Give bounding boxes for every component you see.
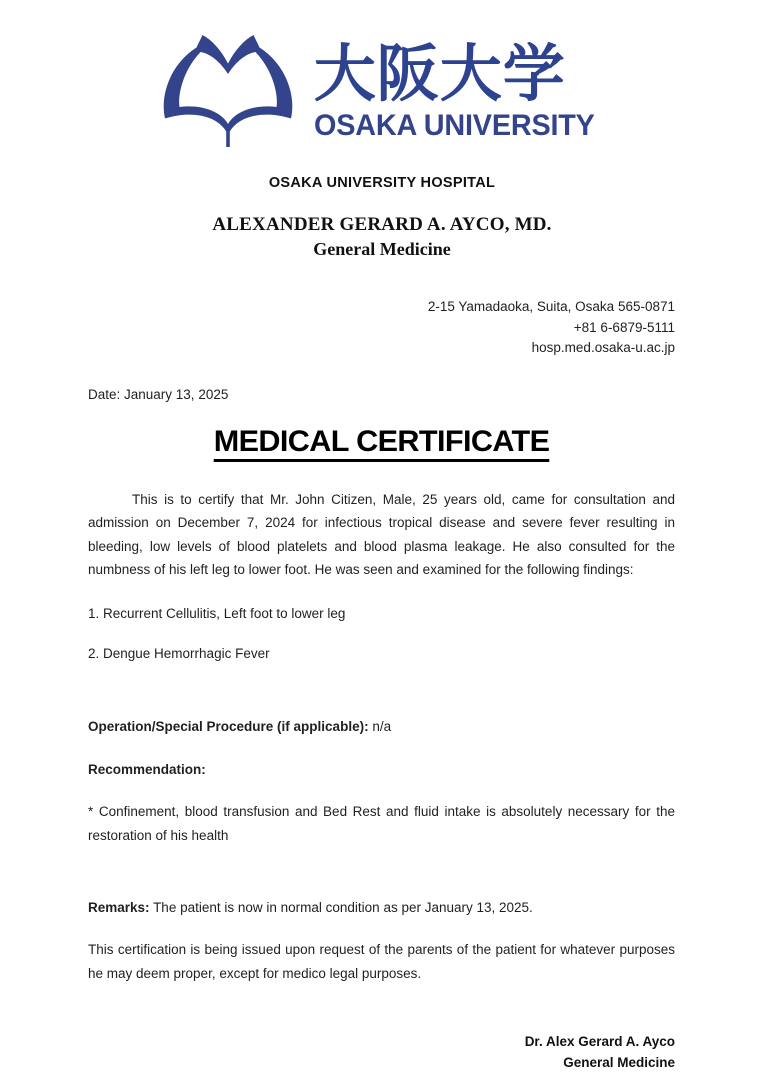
wordmark-english: OSAKA UNIVERSITY — [313, 108, 595, 142]
university-logo-lockup — [158, 30, 606, 152]
certification-paragraph: This is to certify that Mr. John Citizen, Male, 25 years old, came for consultation and admission on December 7, 2024 for infectious tropical disease and severe fever resulting in bleeding, low levels of blood platelets and blood plasma leakage. He also consulted for the numbness of his left leg to lower foot. He was seen and examined for the following findings: — [88, 492, 675, 577]
closing-paragraph: This certification is being issued upon request of the parents of the patient for whatever purposes he may deem proper, except for medico legal purposes. — [88, 942, 675, 981]
wordmark-japanese: 大阪大学 — [313, 37, 566, 111]
page-title — [88, 425, 675, 462]
contact-phone: +81 6-6879-5111 — [573, 319, 675, 335]
remarks-label: Remarks: — [88, 899, 150, 915]
signature-department: General Medicine — [563, 1055, 675, 1071]
remarks-value: The patient is now in normal condition as per January 13, 2025. — [153, 899, 533, 915]
operation-label: Operation/Special Procedure (if applicable): — [88, 719, 369, 735]
letterhead — [0, 0, 764, 152]
operation-value: n/a — [372, 719, 392, 735]
signature-name: Dr. Alex Gerard A. Ayco — [524, 1033, 675, 1049]
contact-block — [0, 297, 764, 359]
doctor-name: ALEXANDER GERARD A. AYCO, MD. — [212, 214, 552, 235]
finding-item: 2. Dengue Hemorrhagic Fever — [88, 645, 270, 661]
doctor-header-block — [0, 213, 764, 261]
page-title-text: MEDICAL CERTIFICATE — [214, 425, 550, 462]
document-body — [0, 387, 764, 1073]
contact-website: hosp.med.osaka-u.ac.jp — [531, 340, 675, 356]
osaka-university-ginkgo-emblem-icon — [158, 30, 298, 152]
recommendation-field — [88, 759, 675, 781]
university-wordmark — [313, 37, 606, 142]
recommendation-label: Recommendation: — [88, 761, 206, 777]
hospital-name: OSAKA UNIVERSITY HOSPITAL — [268, 175, 496, 191]
date-line: Date: January 13, 2025 — [88, 387, 229, 403]
signature-block — [88, 1031, 675, 1074]
remarks-field — [88, 897, 675, 919]
contact-address: 2-15 Yamadaoka, Suita, Osaka 565-0871 — [427, 299, 675, 315]
recommendation-body: * Confinement, blood transfusion and Bed Rest and fluid intake is absolutely necessary for the restoration of his health — [88, 804, 675, 843]
doctor-department: General Medicine — [313, 238, 451, 259]
finding-item: 1. Recurrent Cellulitis, Left foot to lower leg — [88, 605, 346, 621]
operation-field — [88, 716, 675, 738]
